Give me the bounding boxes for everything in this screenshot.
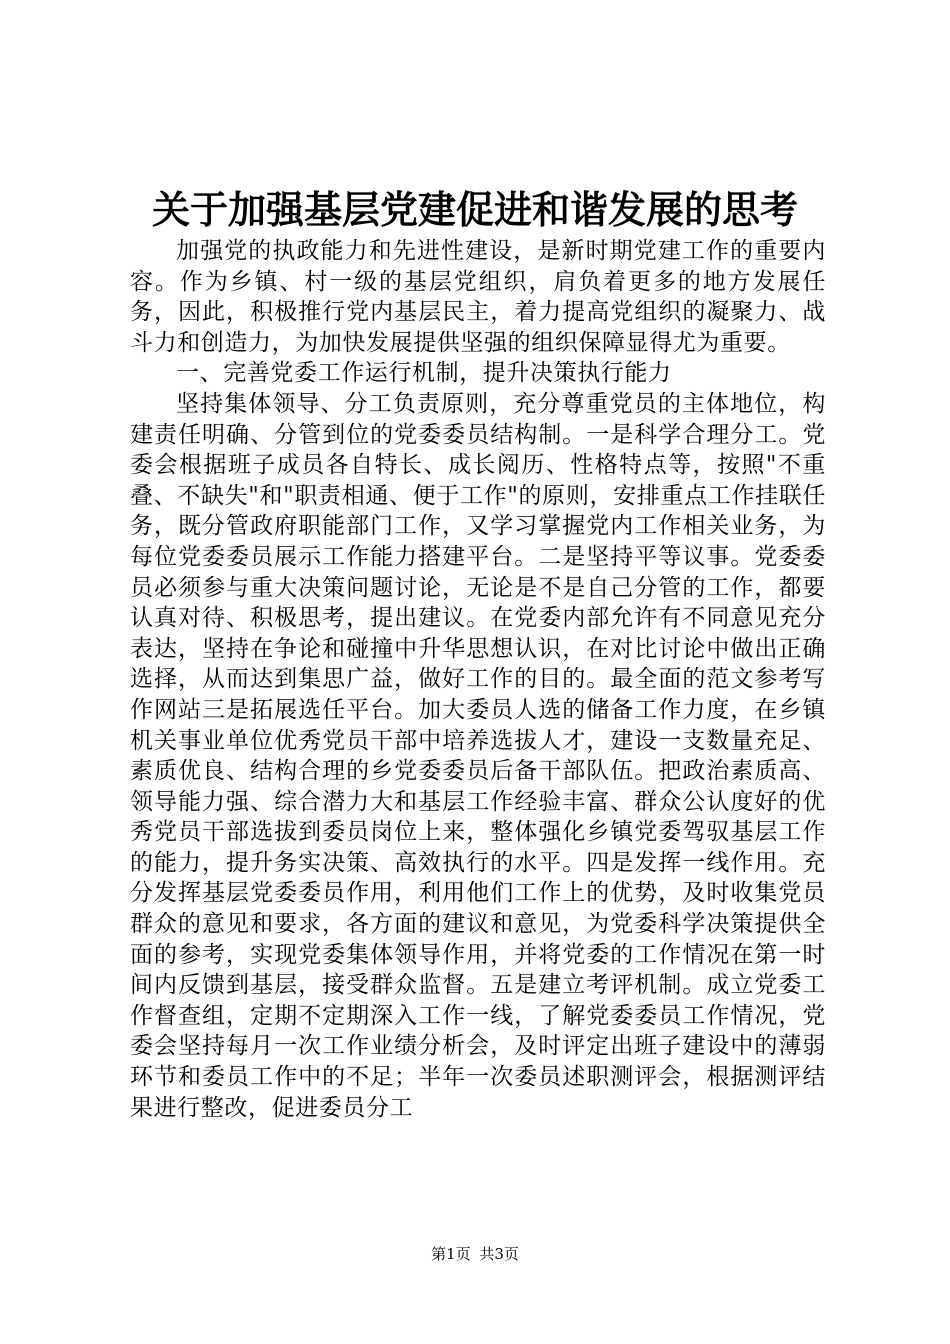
document-body [130,236,826,1123]
page-number: 第1页 [431,1245,471,1263]
document-title: 关于加强基层党建促进和谐发展的思考 [151,187,798,232]
intro-paragraph: 加强党的执政能力和先进性建设，是新时期党建工作的重要内容。作为乡镇、村一级的基层党组织，肩负着更多的地方发展任务，因此，积极推行党内基层民主，着力提高党组织的凝聚力、战斗力和创造力，为加快发展提供坚强的组织保障显得尤为重要。 [130,238,826,356]
page-footer [0,1244,950,1264]
section-heading: 一、完善党委工作运行机制，提升决策执行能力 [176,360,672,387]
page-total: 共3页 [479,1245,519,1263]
section-paragraph: 坚持集体领导、分工负责原则，充分尊重党员的主体地位，构建责任明确、分管到位的党委委员结构制。一是科学合理分工。党委会根据班子成员各自特长、成长阅历、性格特点等，按照"不重叠、不缺失"和"职责相通、便于工作"的原则，安排重点工作挂联任务，既分管政府职能部门工作，又学习掌握党内工作相关业务，为每位党委委员展示工作能力搭建平台。二是坚持平等议事。党委委员必须参与重大决策问题讨论，无论是不是自己分管的工作，都要认真对待、积极思考，提出建议。在党委内部允许有不同意见充分表达，坚持在争论和碰撞中升华思想认识，在对比讨论中做出正确选择，从而达到集思广益，做好工作的目的。最全面的范文参考写作网站三是拓展选任平台。加大委员人选的储备工作力度，在乡镇机关事业单位优秀党员干部中培养选拔人才，建设一支数量充足、素质优良、结构合理的乡党委委员后备干部队伍。把政治素质高、领导能力强、综合潜力大和基层工作经验丰富、群众公认度好的优秀党员干部选拔到委员岗位上来，整体强化乡镇党委驾驭基层工作的能力，提升务实决策、高效执行的水平。四是发挥一线作用。充分发挥基层党委委员作用，利用他们工作上的优势，及时收集党员群众的意见和要求，各方面的建议和意见，为党委科学决策提供全面的参考，实现党委集体领导作用，并将党委的工作情况在第一时间内反馈到基层，接受群众监督。五是建立考评机制。成立党委工作督查组，定期不定期深入工作一线，了解党委委员工作情况，党委会坚持每月一次工作业绩分析会，及时评定出班子建设中的薄弱环节和委员工作中的不足；半年一次委员述职测评会，根据测评结果进行整改，促进委员分工 [130,390,826,1121]
